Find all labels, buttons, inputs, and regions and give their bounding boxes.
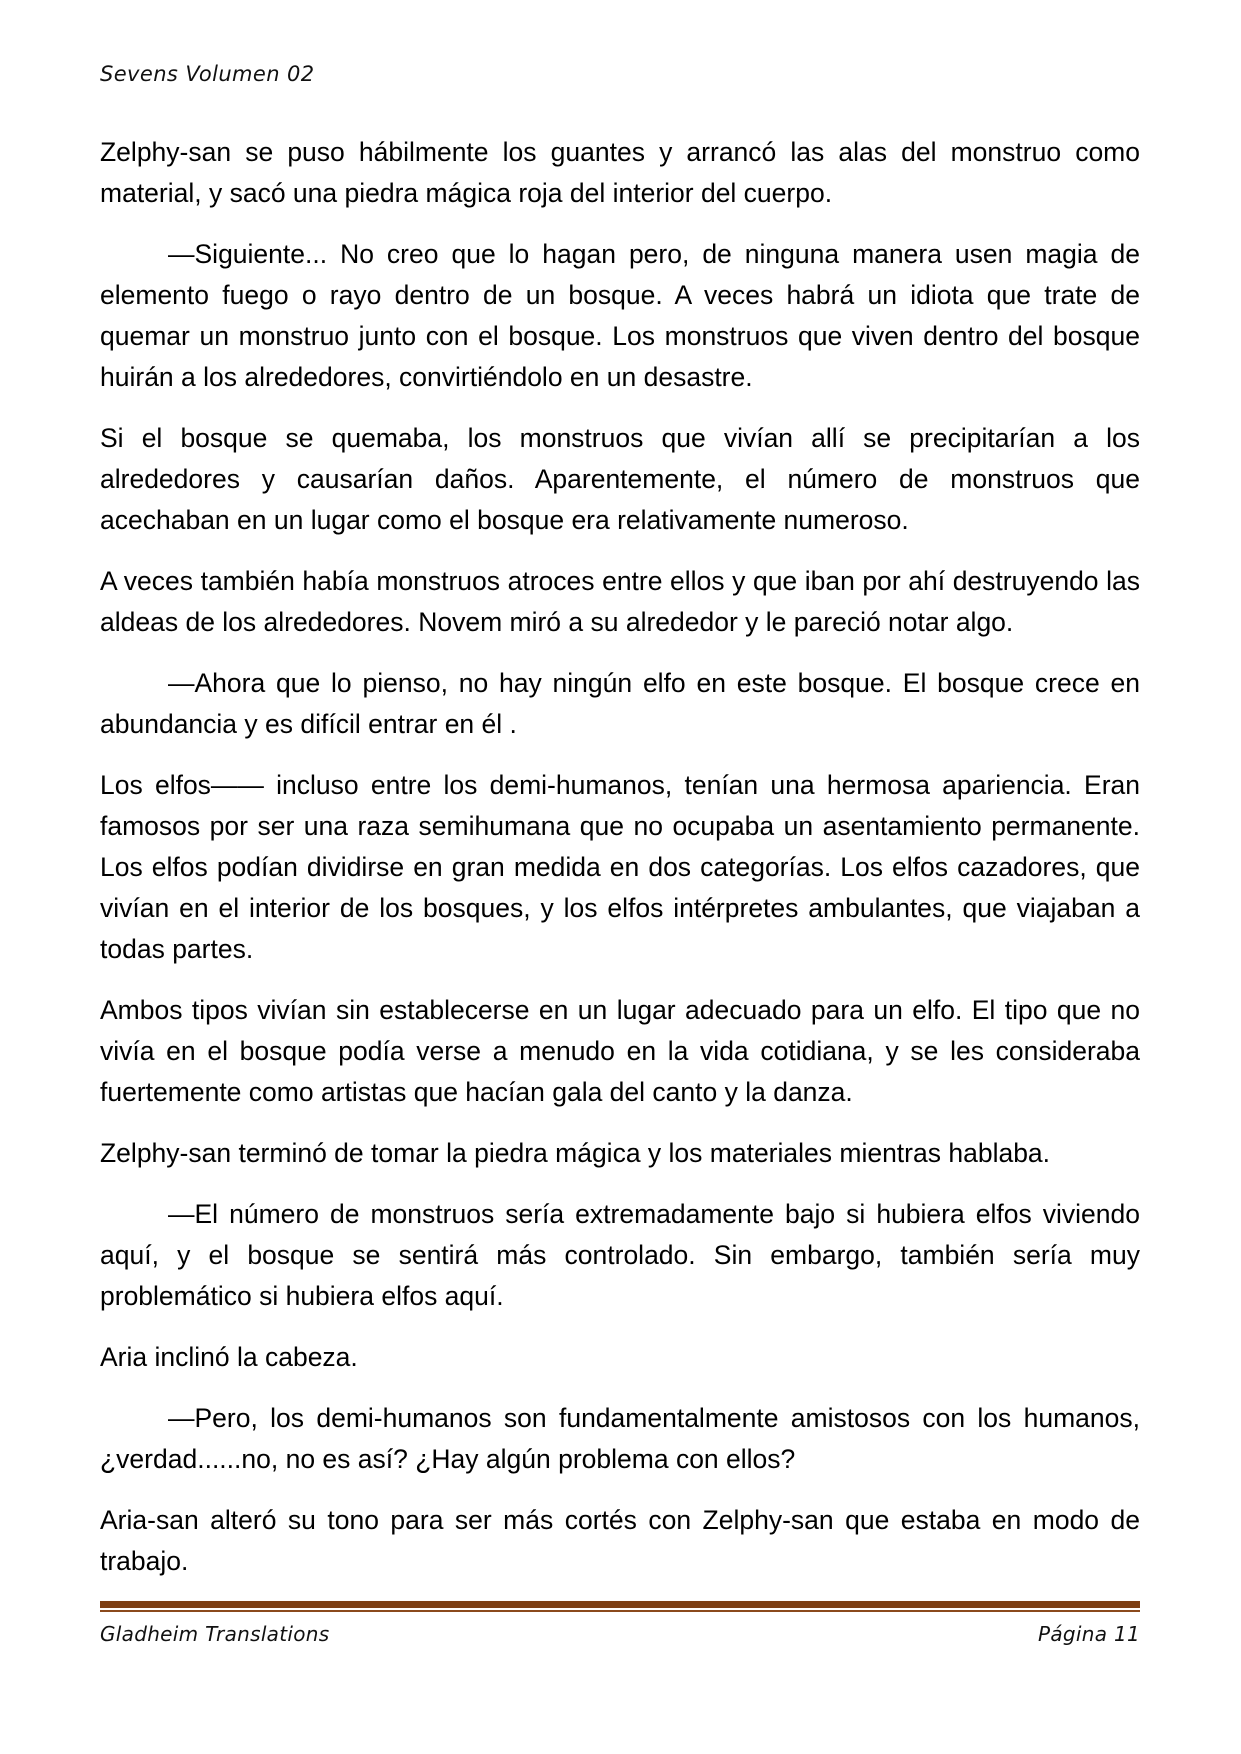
dialogue-paragraph: —Siguiente... No creo que lo hagan pero, de ninguna manera usen magia de elemento fuego o rayo dentro de un bosque. A veces habrá un idiota que trate de quemar un monstruo junto con el bosque. Los monstruos que viven dentro del bosque huirán a los alrededores, convirtiéndolo en un desastre.	[100, 239, 1140, 392]
body-paragraph: Zelphy-san se puso hábilmente los guantes y arrancó las alas del monstruo como material, y sacó una piedra mágica roja del interior del cuerpo.	[100, 137, 1140, 208]
footer-divider	[100, 1601, 1140, 1612]
body-paragraph: A veces también había monstruos atroces entre ellos y que iban por ahí destruyendo las aldeas de los alrededores. Novem miró a su alrededor y le pareció notar algo.	[100, 566, 1140, 637]
footer-divider-thick-bar	[100, 1601, 1140, 1608]
dialogue-paragraph: —El número de monstruos sería extremadamente bajo si hubiera elfos viviendo aquí, y el bosque se sentirá más controlado. Sin embargo, también sería muy problemático si hubiera elfos aquí.	[100, 1199, 1140, 1311]
footer-divider-thin-bar	[100, 1610, 1140, 1612]
dialogue-paragraph: —Pero, los demi-humanos son fundamentalmente amistosos con los humanos, ¿verdad......no, no es así? ¿Hay algún problema con ellos?	[100, 1403, 1140, 1474]
body-paragraph: Aria-san alteró su tono para ser más cortés con Zelphy-san que estaba en modo de trabajo.	[100, 1505, 1140, 1576]
body-paragraph: Aria inclinó la cabeza.	[100, 1342, 358, 1372]
body-paragraph: Si el bosque se quemaba, los monstruos que vivían allí se precipitarían a los alrededores y causarían daños. Aparentemente, el número de monstruos que acechaban en un lugar como el bosque era relativamente numeroso.	[100, 423, 1140, 535]
header-title: Sevens Volumen 02	[100, 62, 315, 86]
page-footer	[100, 1622, 1140, 1646]
page-header	[100, 62, 1140, 102]
footer-translator-credit: Gladheim Translations	[100, 1622, 330, 1646]
document-body	[100, 132, 1140, 1582]
footer-page-number: Página 11	[1037, 1622, 1140, 1646]
body-paragraph: Zelphy-san terminó de tomar la piedra mágica y los materiales mientras hablaba.	[100, 1138, 1051, 1168]
dialogue-paragraph: —Ahora que lo pienso, no hay ningún elfo en este bosque. El bosque crece en abundancia y es difícil entrar en él .	[100, 668, 1140, 739]
body-paragraph: Los elfos—— incluso entre los demi-humanos, tenían una hermosa apariencia. Eran famosos por ser una raza semihumana que no ocupaba un asentamiento permanente. Los elfos podían dividirse en gran medida en dos categorías. Los elfos cazadores, que vivían en el interior de los bosques, y los elfos intérpretes ambulantes, que viajaban a todas partes.	[100, 770, 1140, 964]
body-paragraph: Ambos tipos vivían sin establecerse en un lugar adecuado para un elfo. El tipo que no vivía en el bosque podía verse a menudo en la vida cotidiana, y se les consideraba fuertemente como artistas que hacían gala del canto y la danza.	[100, 995, 1140, 1107]
